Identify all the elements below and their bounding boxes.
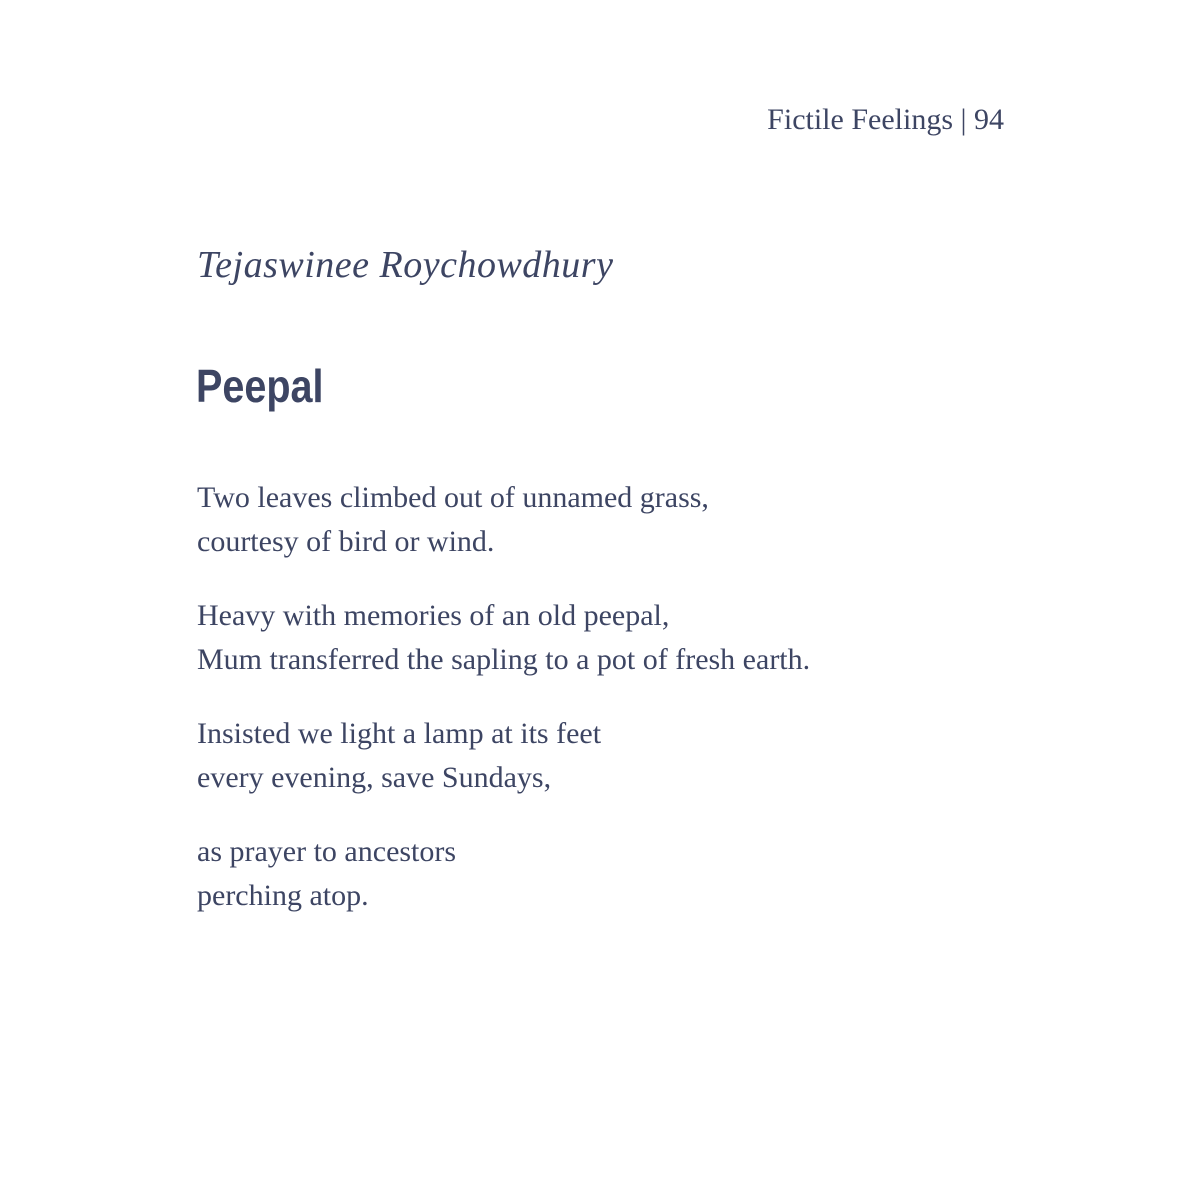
poem-line: every evening, save Sundays, bbox=[197, 761, 552, 794]
stanza bbox=[197, 594, 997, 682]
poem-line: Two leaves climbed out of unnamed grass, bbox=[197, 481, 709, 514]
poem-line: Heavy with memories of an old peepal, bbox=[197, 599, 670, 632]
poem-line: courtesy of bird or wind. bbox=[197, 525, 495, 558]
stanza bbox=[197, 830, 997, 918]
poem-line: perching atop. bbox=[197, 879, 369, 912]
stanza bbox=[197, 712, 997, 800]
poem-line: Mum transferred the sapling to a pot of fresh earth. bbox=[197, 643, 811, 676]
poem-line: as prayer to ancestors bbox=[197, 835, 457, 868]
author-name: Tejaswinee Roychowdhury bbox=[197, 244, 614, 286]
poem-title: Peepal bbox=[196, 360, 324, 412]
running-header: Fictile Feelings | 94 bbox=[767, 103, 1004, 136]
poem-body bbox=[197, 476, 997, 948]
poem-line: Insisted we light a lamp at its feet bbox=[197, 717, 602, 750]
stanza bbox=[197, 476, 997, 564]
